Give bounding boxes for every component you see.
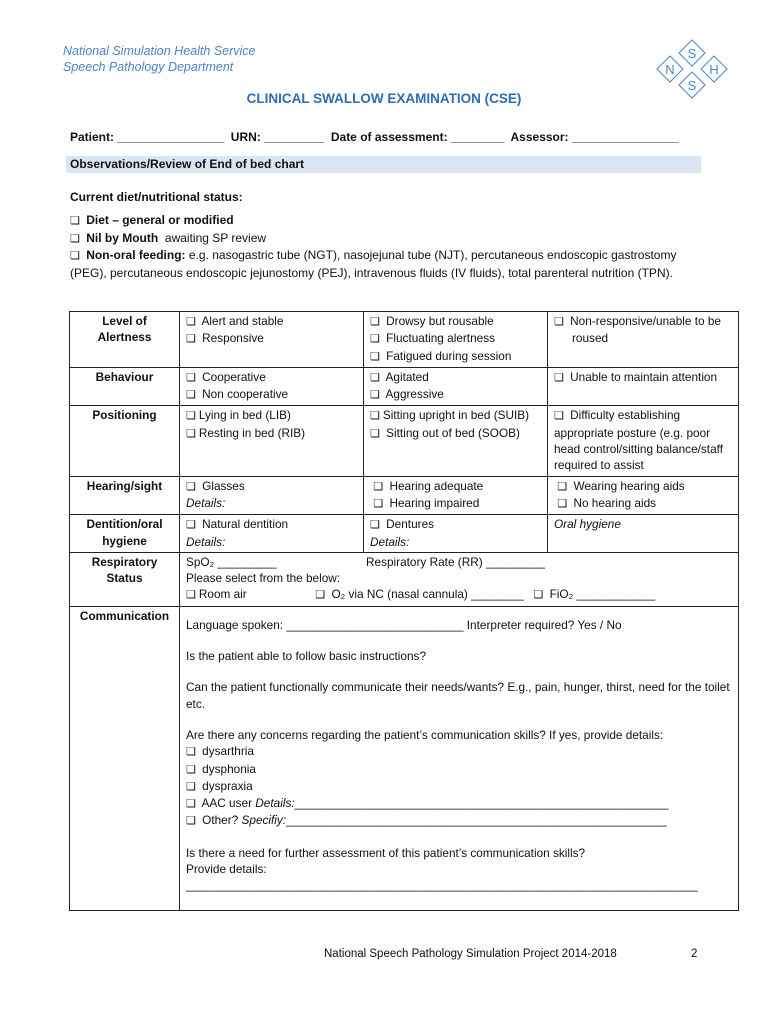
table-row (70, 476, 739, 515)
diet-status-title: Current diet/nutritional status: (70, 190, 243, 204)
checkbox-icon[interactable]: ❏ (186, 815, 196, 828)
hearing-col1 (180, 476, 364, 515)
option-fio2[interactable]: ❏ FiO₂ ____________ (533, 587, 656, 602)
option-no-aids[interactable]: ❏ No hearing aids (557, 495, 657, 510)
logo-letter-bottom: S (687, 78, 697, 93)
checkbox-icon[interactable]: ❏ (370, 350, 380, 363)
checkbox-icon[interactable]: ❏ (186, 480, 196, 493)
row-label-hearing: Hearing/sight (70, 476, 180, 515)
option-drowsy[interactable]: ❏ Drowsy but rousable (370, 314, 494, 328)
checkbox-icon[interactable]: ❏ (315, 589, 326, 602)
behaviour-col2 (364, 367, 548, 406)
row-label-communication: Communication (70, 606, 180, 910)
alertness-col2 (364, 312, 548, 368)
option-cooperative[interactable]: ❏ Cooperative (186, 369, 266, 384)
table-row (70, 552, 739, 606)
table-row (70, 406, 739, 476)
option-fatigued[interactable]: ❏ Fatigued during session (370, 348, 512, 363)
checkbox-icon[interactable]: ❏ (373, 497, 384, 510)
checkbox-icon[interactable]: ❏ (370, 333, 380, 346)
checkbox-icon[interactable]: ❏ (370, 427, 380, 440)
checkbox-icon[interactable]: ❏ (70, 215, 80, 227)
option-difficulty-posture[interactable]: ❏ Difficulty establishing appropriate posture (e.g. poor head control/sitting balance/staff required to assist (554, 408, 723, 473)
diet-option-nbm[interactable]: ❏ Nil by Mouth awaiting SP review (70, 230, 267, 245)
respiratory-options (186, 586, 732, 603)
hearing-col2 (364, 476, 548, 515)
checkbox-icon[interactable]: ❏ (186, 763, 196, 776)
page-title: CLINICAL SWALLOW EXAMINATION (CSE) (246, 91, 522, 106)
option-responsive[interactable]: ❏ Responsive (186, 331, 264, 346)
checkbox-icon[interactable]: ❏ (373, 480, 384, 493)
checkbox-icon[interactable]: ❏ (370, 389, 380, 402)
diet-option-non-oral[interactable]: ❏ Non-oral feeding: e.g. nasogastric tube (NGT), nasojejunal tube (NJT), percutaneous endoscopic gastrostomy (PEG), percutaneous endoscopic jejunostomy (PEJ), intravenous fluids (IV fluids), total parenteral nutrition (TPN). (70, 248, 677, 280)
checkbox-icon[interactable]: ❏ (186, 746, 196, 759)
checkbox-icon[interactable]: ❏ (186, 333, 196, 346)
option-lying-in-bed[interactable]: ❏ Lying in bed (LIB) (186, 408, 291, 423)
checkbox-icon[interactable]: ❏ (186, 798, 196, 811)
diet-option-general[interactable]: ❏ Diet – general or modified (70, 213, 234, 227)
checkbox-icon[interactable]: ❏ (370, 316, 380, 328)
row-label-alertness: Level of Alertness (70, 312, 180, 368)
checkbox-icon[interactable]: ❏ (370, 519, 380, 532)
dentition-col2 (364, 515, 548, 553)
logo-letter-top: S (687, 46, 697, 61)
row-label-respiratory: Respiratory Status (70, 552, 180, 606)
respiratory-content (180, 552, 739, 606)
option-room-air[interactable]: ❏ Room air (186, 587, 247, 602)
question-follow-instructions: Is the patient able to follow basic instructions? (186, 649, 427, 664)
option-glasses[interactable]: ❏ Glasses (186, 478, 245, 493)
table-row (70, 312, 739, 368)
checkbox-icon[interactable]: ❏ (370, 410, 380, 423)
alertness-col3 (548, 312, 739, 368)
behaviour-col3 (548, 367, 739, 406)
department-name: Speech Pathology Department (63, 60, 234, 74)
option-resting-in-bed[interactable]: ❏ Resting in bed (RIB) (186, 425, 306, 440)
positioning-col2 (364, 406, 548, 476)
details-answer-line[interactable]: ______________________________________________________________________________ (186, 878, 698, 893)
rr-field[interactable]: Respiratory Rate (RR) _________ (366, 554, 546, 569)
row-label-behaviour: Behaviour (70, 367, 180, 406)
observations-heading: Observations/Review of End of bed chart (66, 156, 701, 173)
behaviour-col1 (180, 367, 364, 406)
checkbox-icon[interactable]: ❏ (186, 410, 196, 423)
language-spoken-field[interactable]: Language spoken: ___________________________ Interpreter required? Yes / No (186, 617, 622, 632)
dentures-details[interactable]: Details: (370, 534, 410, 549)
positioning-col3 (548, 406, 739, 476)
communication-content (180, 606, 739, 910)
checkbox-icon[interactable]: ❏ (186, 589, 196, 602)
option-unable-attention[interactable]: ❏ Unable to maintain attention (554, 369, 718, 384)
dentition-details[interactable]: Details: (186, 534, 226, 549)
respiratory-measures (186, 554, 732, 570)
option-non-cooperative[interactable]: ❏ Non cooperative (186, 387, 289, 402)
checkbox-icon[interactable]: ❏ (370, 371, 380, 384)
footer-project: National Speech Pathology Simulation Project 2014-2018 (324, 948, 617, 960)
option-aac-user[interactable]: ❏ AAC user Details:_________________________________________________________ (186, 796, 669, 811)
option-hearing-adequate[interactable]: ❏ Hearing adequate (373, 478, 484, 493)
option-alert-stable[interactable]: ❏ Alert and stable (186, 314, 284, 328)
org-name: National Simulation Health Service (63, 44, 256, 58)
dentition-col3 (548, 515, 739, 553)
row-label-positioning: Positioning (70, 406, 180, 476)
row-label-dentition: Dentition/oral hygiene (70, 515, 180, 553)
question-communication-concerns: Are there any concerns regarding the patient’s communication skills? If yes, provide details: (186, 727, 664, 742)
option-hearing-impaired[interactable]: ❏ Hearing impaired (373, 495, 480, 510)
option-agitated[interactable]: ❏ Agitated (370, 369, 429, 384)
table-row (70, 367, 739, 406)
question-further-assessment: Is there a need for further assessment of this patient’s communication skills? (186, 845, 586, 860)
checkbox-icon[interactable]: ❏ (70, 250, 80, 262)
dentition-col1 (180, 515, 364, 553)
option-fluctuating[interactable]: ❏ Fluctuating alertness (370, 331, 496, 346)
checkbox-icon[interactable]: ❏ (186, 389, 196, 402)
spo2-field[interactable]: SpO₂ _________ (186, 554, 277, 569)
provide-details-label: Provide details: (186, 862, 267, 877)
option-other[interactable]: ❏ Other? Specifiy:__________________________________________________________ (186, 813, 667, 828)
logo-letter-right: H (709, 62, 719, 77)
option-wearing-aids[interactable]: ❏ Wearing hearing aids (557, 478, 685, 493)
respiratory-select-label: Please select from the below: (186, 571, 341, 586)
patient-details-line[interactable]: Patient: ________________ URN: _________ Date of assessment: ________ Assessor: ________________ (70, 130, 679, 144)
checkbox-icon[interactable]: ❏ (533, 589, 544, 602)
page-number: 2 (691, 948, 698, 960)
alertness-col1 (180, 312, 364, 368)
table-row (70, 515, 739, 553)
oral-hygiene-field[interactable]: Oral hygiene (554, 517, 621, 532)
glasses-details[interactable]: Details: (186, 495, 226, 510)
diet-options (70, 212, 710, 281)
option-dentures[interactable]: ❏ Dentures (370, 517, 435, 532)
checkbox-icon[interactable]: ❏ (554, 410, 564, 423)
positioning-col1 (180, 406, 364, 476)
checkbox-icon[interactable]: ❏ (186, 780, 196, 793)
option-dyspraxia[interactable]: ❏ dyspraxia (186, 778, 253, 793)
option-sitting-out[interactable]: ❏ Sitting out of bed (SOOB) (370, 425, 520, 440)
option-aggressive[interactable]: ❏ Aggressive (370, 387, 444, 402)
checkbox-icon[interactable]: ❏ (186, 427, 196, 440)
checkbox-icon[interactable]: ❏ (554, 316, 564, 328)
hearing-col3 (548, 476, 739, 515)
option-o2-nc[interactable]: ❏ O₂ via NC (nasal cannula) ________ (315, 587, 524, 602)
question-communicate-needs: Can the patient functionally communicate their needs/wants? E.g., pain, hunger, thirst, need for the toilet etc. (186, 680, 730, 711)
checkbox-icon[interactable]: ❏ (186, 519, 196, 532)
checkbox-icon[interactable]: ❏ (186, 316, 196, 328)
checkbox-icon[interactable]: ❏ (186, 371, 196, 384)
logo-letter-left: N (665, 62, 675, 77)
checkbox-icon[interactable]: ❏ (70, 232, 80, 245)
option-sitting-upright[interactable]: ❏ Sitting upright in bed (SUIB) (370, 408, 530, 423)
observation-table (69, 311, 739, 911)
checkbox-icon[interactable]: ❏ (557, 480, 568, 493)
option-non-responsive[interactable]: ❏ Non-responsive/unable to be roused (554, 314, 721, 346)
option-dysphonia[interactable]: ❏ dysphonia (186, 761, 256, 776)
option-natural-dentition[interactable]: ❏ Natural dentition (186, 517, 289, 532)
checkbox-icon[interactable]: ❏ (557, 497, 568, 510)
org-header (63, 43, 255, 75)
option-dysarthria[interactable]: ❏ dysarthria (186, 744, 254, 759)
checkbox-icon[interactable]: ❏ (554, 371, 564, 384)
table-row (70, 606, 739, 910)
